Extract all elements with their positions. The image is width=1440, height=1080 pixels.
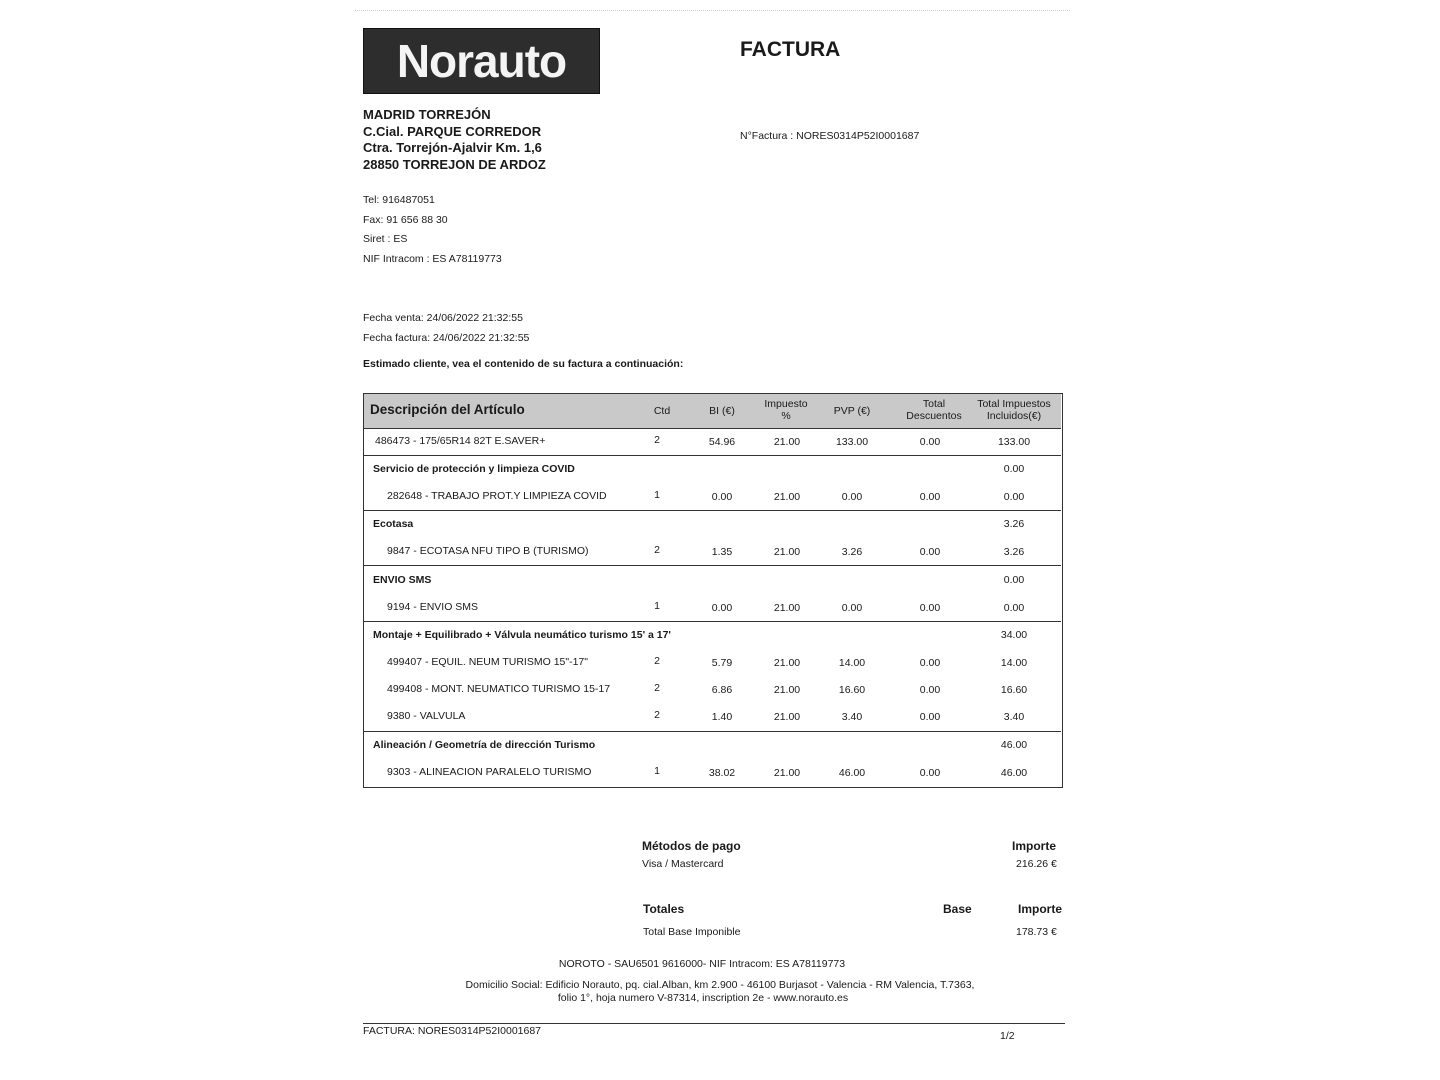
header-tax-line1: Impuesto: [764, 398, 808, 410]
item-ctd: 2: [654, 709, 660, 721]
header-discounts-line2: Descuentos: [906, 410, 962, 422]
item-description: 9847 - ECOTASA NFU TIPO B (TURISMO): [387, 545, 589, 557]
fax: Fax: 91 656 88 30: [363, 213, 448, 226]
group-title: Servicio de protección y limpieza COVID: [373, 463, 575, 475]
item-total: 14.00: [1000, 657, 1028, 669]
invoice-number: N°Factura : NORES0314P52I0001687: [740, 130, 920, 142]
invoice-table: [363, 393, 1063, 788]
item-total: 3.26: [1003, 546, 1025, 558]
header-description: Descripción del Artículo: [370, 402, 525, 417]
item-bi: 0.00: [711, 602, 733, 614]
item-total: 46.00: [1000, 767, 1028, 779]
item-ctd: 2: [654, 682, 660, 694]
item-desc-total: 0.00: [919, 657, 941, 669]
total-base-label: Total Base Imponible: [643, 926, 741, 938]
footer-invoice-ref: FACTURA: NORES0314P52I0001687: [363, 1025, 542, 1037]
row-separator: [364, 455, 1061, 456]
group-total: 3.26: [1003, 518, 1025, 530]
total-base-amount: 178.73 €: [1016, 926, 1057, 938]
payment-methods-label: Métodos de pago: [642, 839, 741, 853]
item-ctd: 2: [654, 434, 660, 446]
item-bi: 0.00: [711, 491, 733, 503]
store-address: [363, 107, 546, 173]
item-description: 499407 - EQUIL. NEUM TURISMO 15"-17": [387, 656, 588, 668]
item-description: 9194 - ENVIO SMS: [387, 601, 479, 613]
row-separator: [364, 731, 1061, 732]
store-contact: [363, 191, 502, 269]
phone: Tel: 916487051: [363, 194, 435, 206]
footer-company: NOROTO - SAU6501 9616000- NIF Intracom: ES A78119773: [558, 958, 846, 970]
header-base: BI (€): [709, 405, 735, 417]
item-total: 3.40: [1003, 711, 1025, 723]
document-title: FACTURA: [740, 38, 841, 61]
item-ctd: 2: [654, 655, 660, 667]
item-imp: 21.00: [773, 546, 801, 558]
footer-address: Domicilio Social: Edificio Norauto, pq. cial.Alban, km 2.900 - 46100 Burjasot - Valencia - RM Valencia, T.7363,: [465, 979, 975, 991]
item-pvp: 16.60: [838, 684, 866, 696]
group-total: 46.00: [1000, 739, 1028, 751]
item-total: 0.00: [1003, 602, 1025, 614]
item-pvp: 14.00: [838, 657, 866, 669]
header-total-line2: Incluidos(€): [986, 410, 1042, 422]
norauto-logo: [363, 28, 600, 94]
payment-amount: 216.26 €: [1016, 858, 1057, 870]
payment-amount-label: Importe: [1012, 839, 1057, 853]
item-pvp: 133.00: [835, 436, 869, 448]
logo-text: Norauto: [396, 35, 567, 87]
item-total: 133.00: [997, 436, 1031, 448]
invoice-date: Fecha factura: 24/06/2022 21:32:55: [363, 332, 530, 344]
item-pvp: 0.00: [841, 491, 863, 503]
payment-method: Visa / Mastercard: [642, 858, 724, 870]
header-tax-line2: %: [781, 410, 791, 422]
item-ctd: 1: [654, 600, 660, 612]
footer-divider: [363, 1023, 1065, 1024]
item-description: 499408 - MONT. NEUMATICO TURISMO 15-17: [387, 683, 611, 695]
totals-amount-label: Importe: [1018, 902, 1063, 916]
item-desc-total: 0.00: [919, 491, 941, 503]
row-separator: [364, 565, 1061, 566]
item-bi: 5.79: [711, 657, 733, 669]
item-pvp: 0.00: [841, 602, 863, 614]
item-total: 0.00: [1003, 491, 1025, 503]
item-imp: 21.00: [773, 602, 801, 614]
invoice-dates: [363, 308, 529, 348]
item-pvp: 3.26: [841, 546, 863, 558]
store-address-line: Ctra. Torrejón-Ajalvir Km. 1,6: [363, 140, 542, 155]
item-ctd: 2: [654, 544, 660, 556]
header-quantity: Ctd: [653, 405, 671, 417]
group-title: ENVIO SMS: [373, 574, 432, 586]
item-bi: 38.02: [708, 767, 736, 779]
item-bi: 6.86: [711, 684, 733, 696]
item-bi: 54.96: [708, 436, 736, 448]
item-desc-total: 0.00: [919, 684, 941, 696]
item-ctd: 1: [654, 489, 660, 501]
item-description: 282648 - TRABAJO PROT.Y LIMPIEZA COVID: [387, 490, 607, 502]
item-bi: 1.35: [711, 546, 733, 558]
header-total: [971, 398, 1057, 422]
totals-base-label: Base: [943, 902, 972, 916]
group-total: 0.00: [1003, 574, 1025, 586]
group-title: Montaje + Equilibrado + Válvula neumático turismo 15' a 17': [373, 629, 671, 641]
row-separator: [364, 510, 1061, 511]
siret: Siret : ES: [363, 233, 408, 245]
item-pvp: 3.40: [841, 711, 863, 723]
header-discounts-line1: Total: [922, 398, 946, 410]
group-title: Alineación / Geometría de dirección Turismo: [373, 739, 596, 751]
sale-date: Fecha venta: 24/06/2022 21:32:55: [363, 312, 523, 324]
item-description: 9380 - VALVULA: [387, 710, 466, 722]
footer-registry: folio 1°, hoja numero V-87314, inscription 2e - www.norauto.es: [557, 992, 849, 1004]
row-separator: [364, 621, 1061, 622]
item-imp: 21.00: [773, 491, 801, 503]
item-imp: 21.00: [773, 767, 801, 779]
page-top-border: [355, 10, 1070, 11]
group-total: 0.00: [1003, 463, 1025, 475]
page-number: 1/2: [1000, 1030, 1015, 1042]
totals-label: Totales: [643, 902, 685, 916]
item-desc-total: 0.00: [919, 767, 941, 779]
group-total: 34.00: [1000, 629, 1028, 641]
table-header: [364, 394, 1061, 429]
item-desc-total: 0.00: [919, 602, 941, 614]
item-pvp: 46.00: [838, 767, 866, 779]
item-imp: 21.00: [773, 684, 801, 696]
item-description: 486473 - 175/65R14 82T E.SAVER+: [375, 435, 546, 447]
header-total-line1: Total Impuestos: [977, 398, 1051, 410]
header-tax: [756, 398, 816, 422]
store-address-line: 28850 TORREJON DE ARDOZ: [363, 156, 546, 172]
item-imp: 21.00: [773, 436, 801, 448]
header-pvp: PVP (€): [833, 405, 871, 417]
item-ctd: 1: [654, 765, 660, 777]
item-desc-total: 0.00: [919, 436, 941, 448]
item-description: 9303 - ALINEACION PARALELO TURISMO: [387, 766, 592, 778]
item-imp: 21.00: [773, 711, 801, 723]
intro-text: Estimado cliente, vea el contenido de su factura a continuación:: [363, 358, 684, 370]
item-total: 16.60: [1000, 684, 1028, 696]
item-desc-total: 0.00: [919, 711, 941, 723]
nif: NIF Intracom : ES A78119773: [363, 252, 502, 265]
item-desc-total: 0.00: [919, 546, 941, 558]
group-title: Ecotasa: [373, 518, 414, 530]
item-imp: 21.00: [773, 657, 801, 669]
item-bi: 1.40: [711, 711, 733, 723]
store-address-line: C.Cial. PARQUE CORREDOR: [363, 123, 542, 139]
store-name: MADRID TORREJÓN: [363, 107, 491, 122]
header-discounts: [899, 398, 969, 422]
